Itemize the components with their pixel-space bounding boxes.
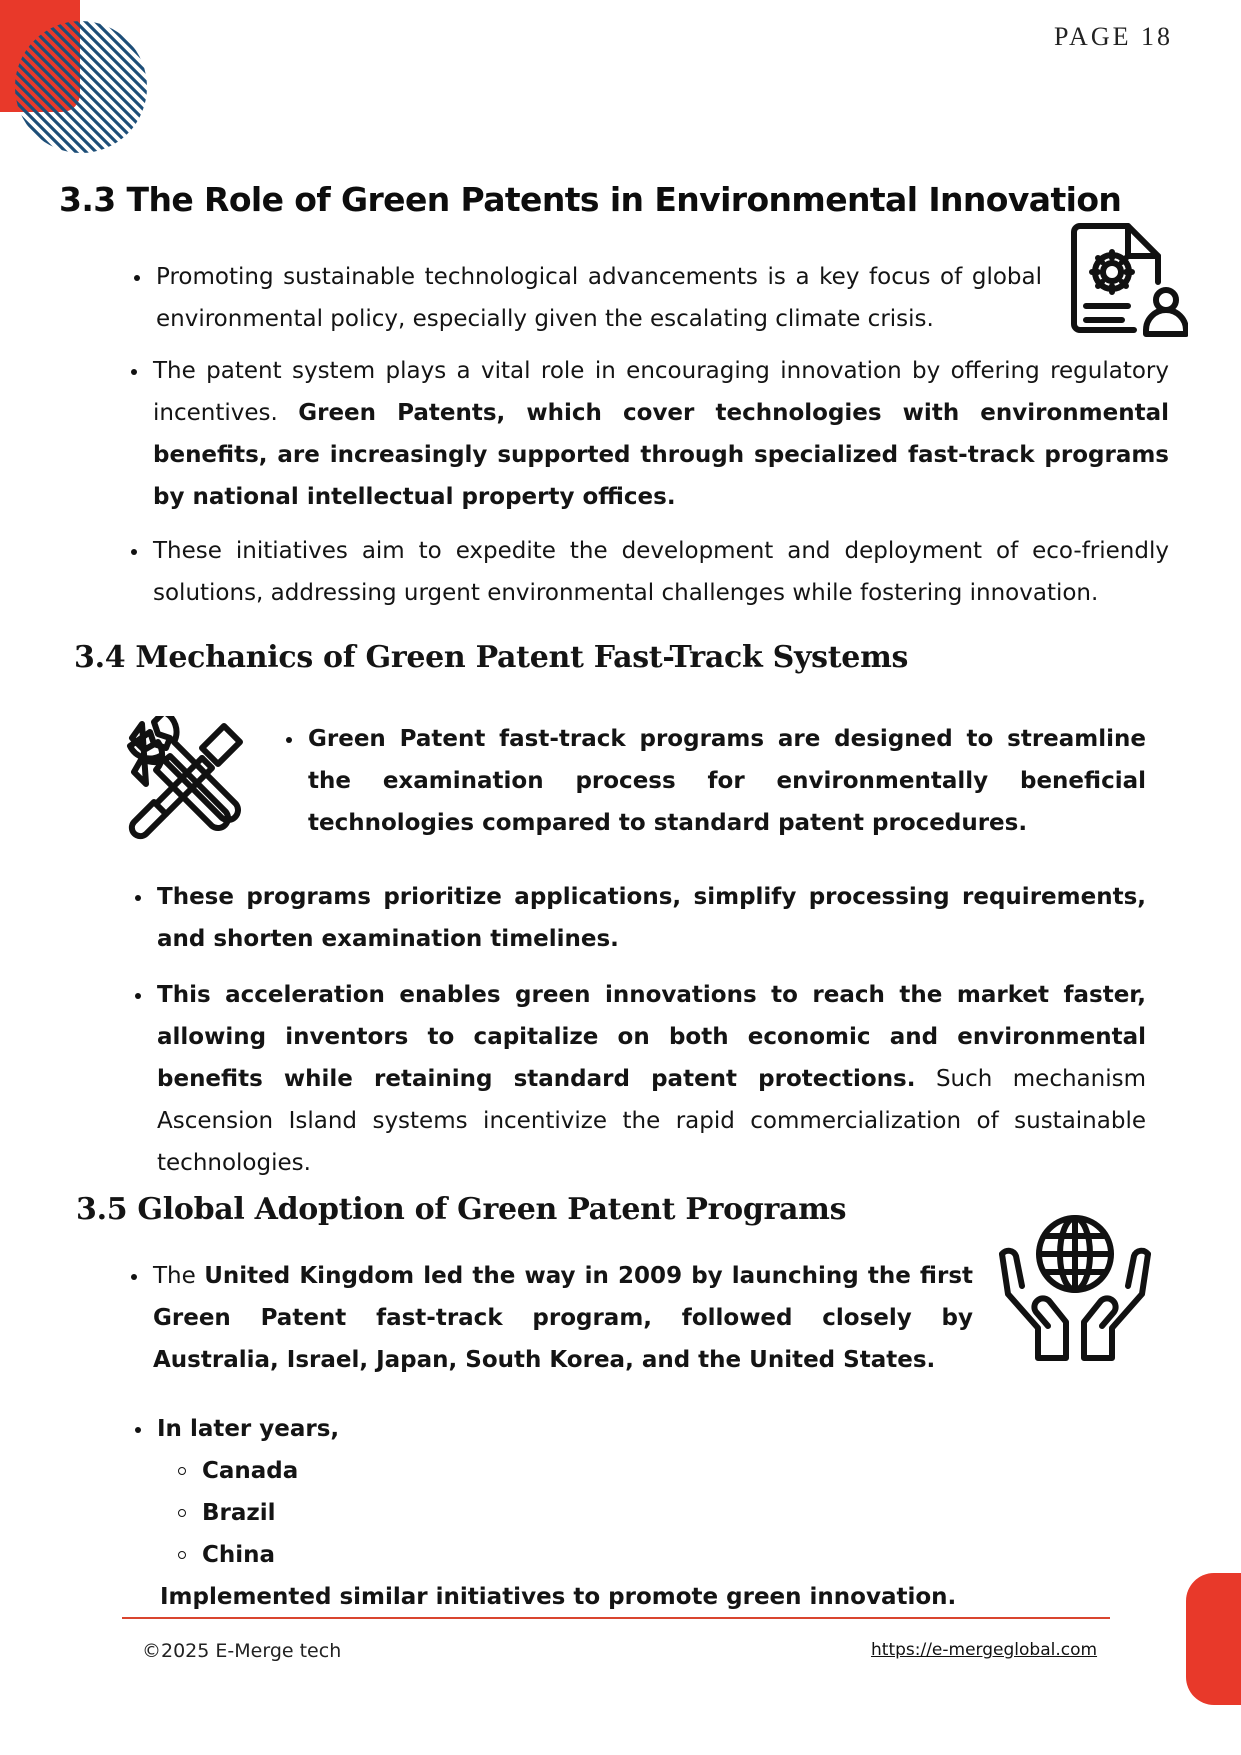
section-3-4-heading: 3.4 Mechanics of Green Patent Fast-Track Systems (74, 640, 909, 675)
striped-circle-decoration (14, 20, 148, 154)
hands-holding-globe-icon (990, 1210, 1160, 1370)
footer-divider (122, 1617, 1110, 1619)
section-3-3-bullet-1: Promoting sustainable technological advancements is a key focus of global environmental policy, especially given the escalating climate crisis. (156, 256, 1042, 340)
page-number: PAGE 18 (1053, 22, 1173, 51)
section-3-5-closing: Implemented similar initiatives to promote green innovation. (160, 1584, 957, 1610)
section-3-4-bullet-2: These programs prioritize applications, simplify processing requirements, and shorten examination timelines. (157, 876, 1146, 960)
section-3-5-heading: 3.5 Global Adoption of Green Patent Programs (76, 1192, 847, 1227)
section-3-5-bullet-2: In later years, (157, 1408, 1137, 1450)
section-3-3-bullet-3: These initiatives aim to expedite the development and deployment of eco-friendly solutions, addressing urgent environmental challenges while fostering innovation. (153, 530, 1169, 614)
country-list-item: Canada (202, 1450, 1137, 1492)
wrench-screwdriver-icon (120, 716, 254, 850)
section-3-5-bullet-1: The United Kingdom led the way in 2009 by launching the first Green Patent fast-track program, followed closely by Australia, Israel, Japan, South Korea, and the United States. (153, 1255, 973, 1381)
section-3-3-heading: 3.3 The Role of Green Patents in Environmental Innovation (59, 180, 1122, 219)
footer-website-link[interactable]: https://e-mergeglobal.com (871, 1640, 1098, 1660)
section-3-3-bullet-2: The patent system plays a vital role in encouraging innovation by offering regulatory incentives. Green Patents, which cover technologies with environmental benefits, are increasingly supported through specialized fast-track programs by national intellectual property offices. (153, 350, 1169, 518)
patent-document-gear-icon (1068, 222, 1188, 342)
corner-accent-bottom-right (1186, 1573, 1241, 1705)
section-3-4-bullet-1: Green Patent fast-track programs are designed to streamline the examination process for environmentally beneficial technologies compared to standard patent procedures. (308, 718, 1146, 844)
country-list-item: China (202, 1534, 1137, 1576)
country-list-item: Brazil (202, 1492, 1137, 1534)
section-3-4-bullet-3: This acceleration enables green innovations to reach the market faster, allowing inventors to capitalize on both economic and environmental benefits while retaining standard patent protections. Such mechanism Ascension Island systems incentivize the rapid commercialization of sustainable technologies. (157, 974, 1146, 1184)
footer-copyright: ©2025 E-Merge tech (142, 1640, 342, 1662)
